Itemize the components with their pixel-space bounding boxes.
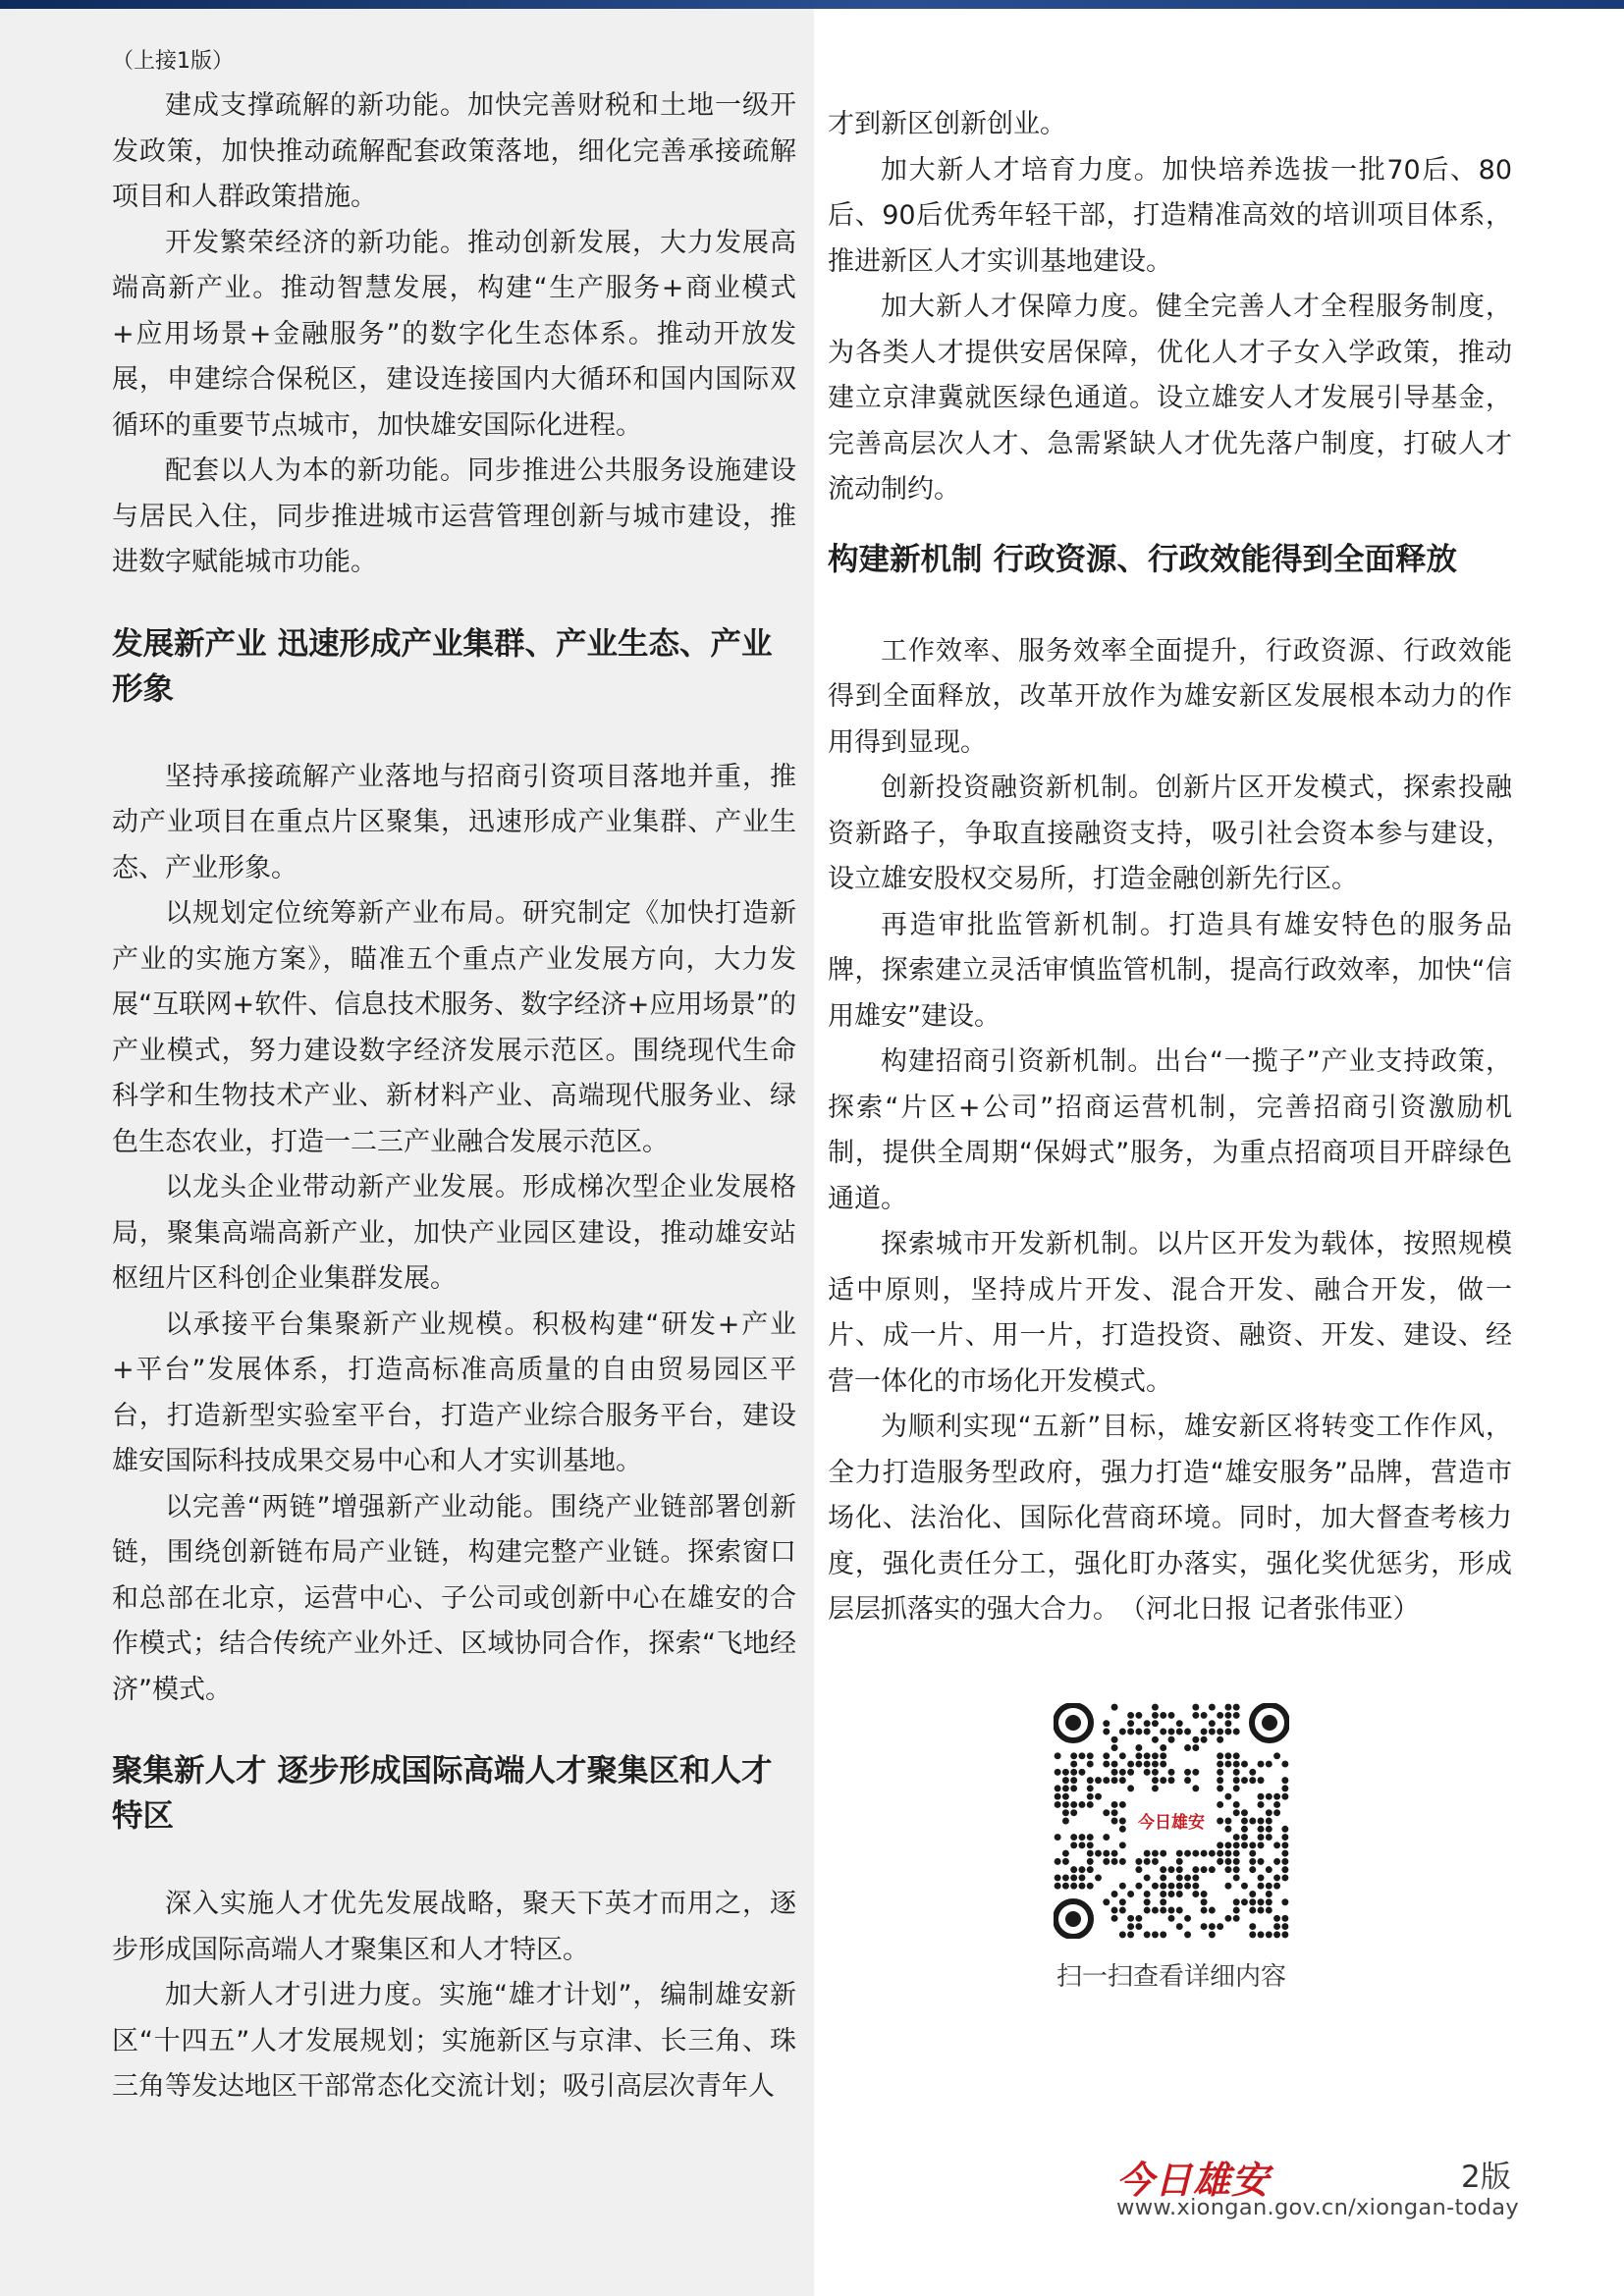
- site-url[interactable]: www.xiongan.gov.cn/xiongan-today: [1116, 2195, 1519, 2220]
- qr-finder-top-right: [1252, 1705, 1287, 1740]
- paragraph: 加大新人才培育力度。加快培养选拔一批70后、80后、90后优秀年轻干部，打造精准高效的培训项目体系，推进新区人才实训基地建设。: [828, 154, 1512, 277]
- qr-caption: 扫一扫查看详细内容: [1056, 1962, 1286, 1992]
- continued-note: （上接1版）: [112, 49, 234, 74]
- paragraph-continuation: 才到新区创新创业。: [828, 109, 1066, 139]
- top-color-bar: [0, 0, 1624, 9]
- left-column: [112, 46, 796, 2110]
- paragraph: 加大新人才引进力度。实施“雄才计划”，编制雄安新区“十四五”人才发展规划；实施新区与京津、长三角、珠三角等发达地区干部常态化交流计划；吸引高层次青年人: [112, 1980, 796, 2102]
- paragraph: 深入实施人才优先发展战略，聚天下英才而用之，逐步形成国际高端人才聚集区和人才特区。: [112, 1889, 796, 1965]
- paragraph: 坚持承接疏解产业落地与招商引资项目落地并重，推动产业项目在重点片区聚集，迅速形成产业集群、产业生态、产业形象。: [112, 761, 796, 883]
- qr-logo-text: 今日雄安: [1138, 1813, 1205, 1833]
- paragraph: 探索城市开发新机制。以片区开发为载体，按照规模适中原则，坚持成片开发、混合开发、融合开发，做一片、成一片、用一片，打造投资、融资、开发、建设、经营一体化的市场化开发模式。: [828, 1229, 1512, 1397]
- section-heading-mechanism: 构建新机制 行政资源、行政效能得到全面释放: [828, 541, 1457, 577]
- paragraph: 以承接平台集聚新产业规模。积极构建“研发+产业+平台”发展体系，打造高标准高质量的自由贸易园区平台，打造新型实验室平台，打造产业综合服务平台，建设雄安国际科技成果交易中心和人才实训基地。: [112, 1308, 796, 1476]
- paragraph: 开发繁荣经济的新功能。推动创新发展，大力发展高端高新产业。推动智慧发展，构建“生产服务+商业模式+应用场景+金融服务”的数字化生态体系。推动开放发展，申建综合保税区，建设连接国内大循环和国内国际双循环的重要节点城市，加快雄安国际化进程。: [112, 227, 796, 441]
- paragraph: 配套以人为本的新功能。同步推进公共服务设施建设与居民入住，同步推进城市运营管理创新与城市建设，推进数字赋能城市功能。: [112, 455, 796, 577]
- paragraph: 建成支撑疏解的新功能。加快完善财税和土地一级开发政策，加快推动疏解配套政策落地，细化完善承接疏解项目和人群政策措施。: [112, 90, 796, 212]
- paragraph: 再造审批监管新机制。打造具有雄安特色的服务品牌，探索建立灵活审慎监管机制，提高行政效率，加快“信用雄安”建设。: [828, 909, 1512, 1032]
- section-heading-talent: 聚集新人才 逐步形成国际高端人才聚集区和人才特区: [112, 1753, 773, 1834]
- brand-logo: 今日雄安: [1116, 2158, 1271, 2202]
- paragraph: 构建招商引资新机制。出台“一揽子”产业支持政策，探索“片区+公司”招商运营机制，完善招商引资激励机制，提供全周期“保姆式”服务，为重点招商项目开辟绿色通道。: [828, 1046, 1512, 1214]
- right-column: [828, 102, 1512, 1633]
- paragraph: 以规划定位统筹新产业布局。研究制定《加快打造新产业的实施方案》，瞄准五个重点产业发展方向，大力发展“互联网+软件、信息技术服务、数字经济+应用场景”的产业模式，努力建设数字经济发展示范区。围绕现代生命科学和生物技术产业、新材料产业、高端现代服务业、绿色生态农业，打造一二三产业融合发展示范区。: [112, 898, 796, 1157]
- paragraph: 工作效率、服务效率全面提升，行政资源、行政效能得到全面释放，改革开放作为雄安新区发展根本动力的作用得到显现。: [828, 635, 1512, 758]
- qr-code-graphic: [1054, 1703, 1289, 1939]
- qr-code[interactable]: [1054, 1703, 1289, 1939]
- page-number: 2版: [1461, 2160, 1511, 2195]
- paragraph: 创新投资融资新机制。创新片区开发模式，探索投融资新路子，争取直接融资支持，吸引社会资本参与建设，设立雄安股权交易所，打造金融创新先行区。: [828, 773, 1512, 894]
- qr-finder-bottom-left: [1056, 1901, 1091, 1937]
- qr-finder-top-left: [1056, 1705, 1091, 1740]
- paragraph: 以龙头企业带动新产业发展。形成梯次型企业发展格局，聚集高端高新产业，加快产业园区建设，推动雄安站枢纽片区科创企业集群发展。: [112, 1172, 796, 1294]
- paragraph: 以完善“两链”增强新产业动能。围绕产业链部署创新链，围绕创新链布局产业链，构建完整产业链。探索窗口和总部在北京，运营中心、子公司或创新中心在雄安的合作模式；结合传统产业外迁、区域协同合作，探索“飞地经济”模式。: [112, 1491, 796, 1705]
- byline: （河北日报 记者张伟亚）: [1132, 1594, 1420, 1625]
- section-heading-industry: 发展新产业 迅速形成产业集群、产业生态、产业形象: [112, 625, 773, 707]
- paragraph: 加大新人才保障力度。健全完善人才全程服务制度，为各类人才提供安居保障，优化人才子女入学政策，推动建立京津冀就医绿色通道。设立雄安人才发展引导基金，完善高层次人才、急需紧缺人才优先落户制度，打破人才流动制约。: [828, 292, 1512, 505]
- closing-text: 为顺利实现“五新”目标，雄安新区将转变工作作风，全力打造服务型政府，强力打造“雄安服务”品牌，营造市场化、法治化、国际化营商环境。同时，加大督查考核力度，强化责任分工，强化盯办落实，强化奖优惩劣，形成层层抓落实的强大合力。: [828, 1412, 1512, 1625]
- paragraph-closing: [828, 1405, 1512, 1633]
